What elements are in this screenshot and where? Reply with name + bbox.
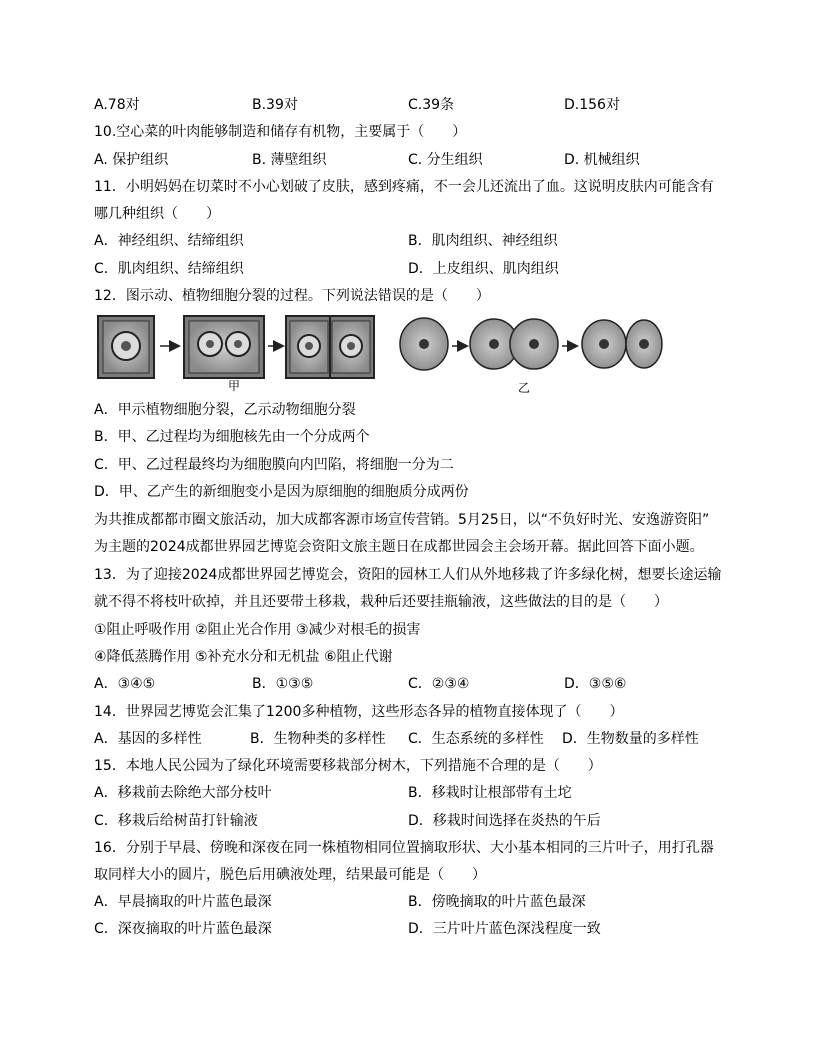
figure-label-jia: 甲 — [227, 379, 241, 393]
q10-option-c: C. 分生组织 — [408, 152, 483, 168]
plant-cell-stage-2 — [184, 316, 264, 378]
q13-option-b: B．①③⑤ — [252, 676, 314, 692]
context-line1: 为共推成都都市圈文旅活动，加大成都客源市场宣传营销。5月25日，以“不负好时光、安逸游资阳” — [94, 512, 710, 528]
plant-cell-stage-3 — [286, 316, 374, 378]
q13-items-line2: ④降低蒸腾作用 ⑤补充水分和无机盐 ⑥阻止代谢 — [94, 649, 393, 665]
q16-option-a: A．早晨摘取的叶片蓝色最深 — [94, 894, 272, 910]
q14-option-d: D．生物数量的多样性 — [562, 731, 699, 747]
q14-option-a: A．基因的多样性 — [94, 731, 202, 747]
q11-option-d: D．上皮组织、肌肉组织 — [408, 261, 559, 277]
animal-cell-stage-2 — [470, 319, 558, 369]
q13-stem-line1: 13．为了迎接2024成都世界园艺博览会，资阳的园林工人们从外地移栽了许多绿化树，想要长途运输 — [94, 567, 722, 583]
q11-option-c: C．肌肉组织、结缔组织 — [94, 261, 244, 277]
q13-option-a: A．③④⑤ — [94, 676, 156, 692]
q12-option-d: D．甲、乙产生的新细胞变小是因为原细胞的细胞质分成两份 — [94, 484, 469, 500]
q16-stem-line1: 16．分别于早晨、傍晚和深夜在同一株植物相同位置摘取形状、大小基本相同的三片叶子，用打孔器 — [94, 840, 714, 856]
q13-items-line1: ①阻止呼吸作用 ②阻止光合作用 ③减少对根毛的损害 — [94, 622, 421, 638]
q16-option-c: C．深夜摘取的叶片蓝色最深 — [94, 921, 272, 937]
q14-stem: 14．世界园艺博览会汇集了1200多种植物，这些形态各异的植物直接体现了（ ） — [94, 704, 624, 720]
q15-stem: 15．本地人民公园为了绿化环境需要移栽部分树木，下列措施不合理的是（ ） — [94, 758, 602, 774]
q12-option-b: B．甲、乙过程均为细胞核先由一个分成两个 — [94, 429, 370, 445]
q9-option-d: D.156对 — [564, 97, 620, 113]
q14-option-b: B．生物种类的多样性 — [250, 731, 386, 747]
q12-stem: 12．图示动、植物细胞分裂的过程。下列说法错误的是（ ） — [94, 288, 490, 304]
q15-option-b: B．移栽时让根部带有土坨 — [408, 785, 572, 801]
q10-option-a: A. 保护组织 — [94, 152, 169, 168]
q11-stem-line2: 哪几种组织（ ） — [94, 206, 220, 222]
q16-stem-line2: 取同样大小的圆片，脱色后用碘液处理，结果最可能是（ ） — [94, 867, 486, 883]
q16-option-d: D．三片叶片蓝色深浅程度一致 — [408, 921, 601, 937]
q15-option-d: D．移栽时间选择在炎热的午后 — [408, 813, 601, 829]
q11-stem-line1: 11．小明妈妈在切菜时不小心划破了皮肤，感到疼痛，不一会儿还流出了血。这说明皮肤内可能含有 — [94, 179, 714, 195]
q15-option-a: A．移栽前去除绝大部分枝叶 — [94, 785, 272, 801]
q13-stem-line2: 就不得不将枝叶砍掉，并且还要带土移栽，栽种后还要挂瓶输液，这些做法的目的是（ ） — [94, 594, 668, 610]
q15-option-c: C．移栽后给树苗打针输液 — [94, 813, 258, 829]
q10-option-d: D. 机械组织 — [564, 152, 640, 168]
q16-option-b: B．傍晚摘取的叶片蓝色最深 — [408, 894, 586, 910]
q9-option-b: B.39对 — [252, 97, 298, 113]
cell-division-diagram — [94, 308, 664, 398]
cell-division-figure — [94, 308, 664, 398]
q13-option-c: C．②③④ — [408, 676, 470, 692]
animal-cell-stage-1 — [400, 318, 448, 370]
plant-cell-stage-1 — [98, 316, 154, 378]
q10-stem: 10.空心菜的叶肉能够制造和储存有机物，主要属于（ ） — [94, 124, 467, 140]
q12-option-a: A．甲示植物细胞分裂，乙示动物细胞分裂 — [94, 402, 356, 418]
q10-option-b: B. 薄壁组织 — [252, 152, 327, 168]
q11-option-a: A．神经组织、结缔组织 — [94, 233, 244, 249]
q9-option-a: A.78对 — [94, 97, 140, 113]
q11-option-b: B．肌肉组织、神经组织 — [408, 233, 558, 249]
context-line2: 为主题的2024成都世界园艺博览会资阳文旅主题日在成都世园会主会场开幕。据此回答下面小题。 — [94, 539, 704, 555]
figure-label-yi: 乙 — [517, 381, 531, 395]
q13-option-d: D．③⑤⑥ — [564, 676, 627, 692]
q12-option-c: C．甲、乙过程最终均为细胞膜向内凹陷，将细胞一分为二 — [94, 457, 454, 473]
animal-cell-stage-3 — [582, 320, 662, 368]
q14-option-c: C．生态系统的多样性 — [408, 731, 544, 747]
q9-option-c: C.39条 — [408, 97, 455, 113]
